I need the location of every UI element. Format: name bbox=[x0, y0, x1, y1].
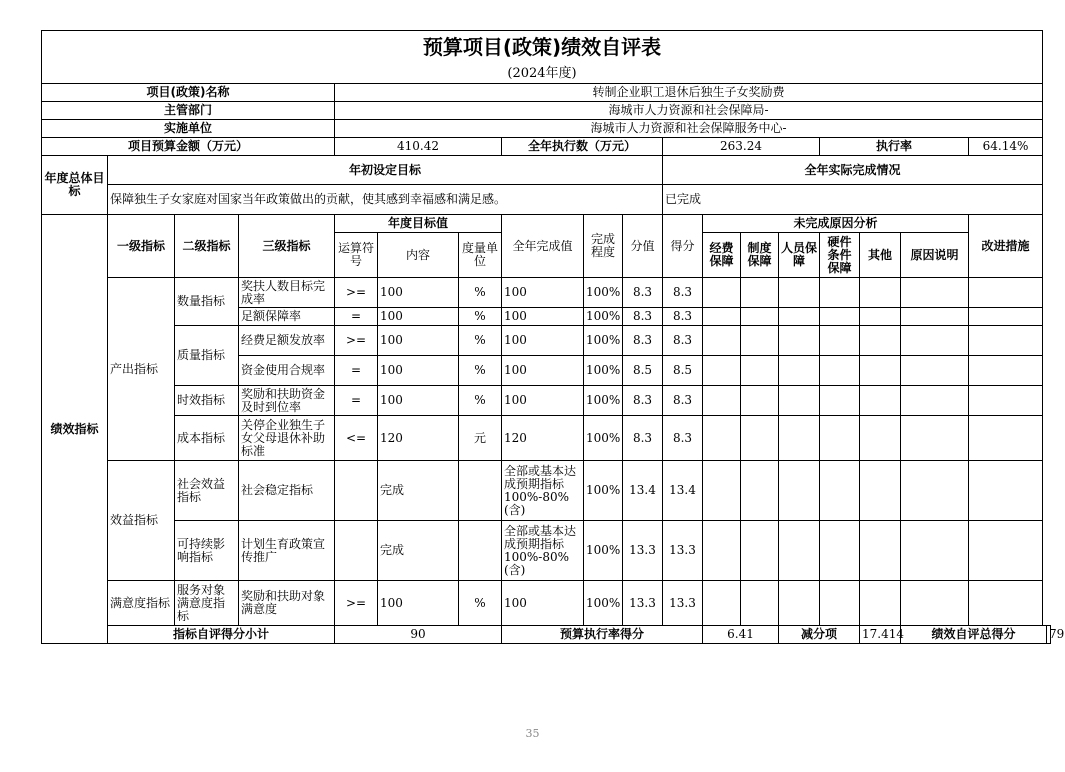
header-reason: 未完成原因分析 bbox=[703, 215, 969, 233]
l1-benefit: 效益指标 bbox=[108, 461, 175, 581]
cell-content: 完成 bbox=[378, 521, 459, 581]
table-row bbox=[42, 461, 1051, 521]
cell-unit: % bbox=[459, 308, 502, 326]
cell-content: 100 bbox=[378, 356, 459, 386]
actual-text: 已完成 bbox=[663, 185, 1043, 215]
cell-unit: % bbox=[459, 581, 502, 626]
cell-score: 8.3 bbox=[623, 416, 663, 461]
l2-time: 时效指标 bbox=[175, 386, 239, 416]
cell-l3: 计划生育政策宣传推广 bbox=[239, 521, 335, 581]
cell-done: 100 bbox=[502, 308, 584, 326]
cell-content: 100 bbox=[378, 326, 459, 356]
cell-done: 全部或基本达成预期指标100%-80%(含) bbox=[502, 461, 584, 521]
header-l3: 三级指标 bbox=[239, 215, 335, 278]
cell-content: 120 bbox=[378, 416, 459, 461]
cell-got: 8.3 bbox=[663, 386, 703, 416]
total-label: 绩效自评总得分 bbox=[901, 626, 1047, 644]
cell-done: 100 bbox=[502, 356, 584, 386]
cell-done: 120 bbox=[502, 416, 584, 461]
unit-value: 海城市人力资源和社会保障服务中心- bbox=[335, 120, 1043, 138]
header-r2: 制度保障 bbox=[741, 233, 779, 278]
cell-done: 100 bbox=[502, 386, 584, 416]
header-got: 得分 bbox=[663, 215, 703, 278]
header-unit: 度量单位 bbox=[459, 233, 502, 278]
table-row bbox=[42, 416, 1051, 461]
cell-op: <= bbox=[335, 416, 378, 461]
exec-value: 263.24 bbox=[663, 138, 820, 156]
budget-label: 项目预算金额（万元） bbox=[42, 138, 335, 156]
l2-social: 社会效益指标 bbox=[175, 461, 239, 521]
header-improve: 改进措施 bbox=[969, 215, 1043, 278]
cell-l3: 资金使用合规率 bbox=[239, 356, 335, 386]
budget-value: 410.42 bbox=[335, 138, 502, 156]
cell-unit bbox=[459, 521, 502, 581]
cell-degree: 100% bbox=[584, 356, 623, 386]
cell-degree: 100% bbox=[584, 461, 623, 521]
cell-unit: 元 bbox=[459, 416, 502, 461]
cell-got: 13.3 bbox=[663, 581, 703, 626]
cell-unit: % bbox=[459, 356, 502, 386]
unit-label: 实施单位 bbox=[42, 120, 335, 138]
cell-score: 8.3 bbox=[623, 308, 663, 326]
actual-head: 全年实际完成情况 bbox=[663, 156, 1043, 185]
cell-degree: 100% bbox=[584, 278, 623, 308]
cell-l3: 关停企业独生子女父母退休补助标准 bbox=[239, 416, 335, 461]
cell-score: 8.3 bbox=[623, 326, 663, 356]
cell-done: 100 bbox=[502, 326, 584, 356]
cell-degree: 100% bbox=[584, 581, 623, 626]
cell-done: 100 bbox=[502, 581, 584, 626]
cell-score: 8.5 bbox=[623, 356, 663, 386]
goal-text: 保障独生子女家庭对国家当年政策做出的贡献，使其感到幸福感和满足感。 bbox=[108, 185, 663, 215]
cell-l3: 奖励和扶助资金及时到位率 bbox=[239, 386, 335, 416]
header-content: 内容 bbox=[378, 233, 459, 278]
l2-quality: 质量指标 bbox=[175, 326, 239, 386]
header-score: 分值 bbox=[623, 215, 663, 278]
deduct-label: 减分项 bbox=[779, 626, 860, 644]
cell-op: >= bbox=[335, 581, 378, 626]
cell-got: 8.3 bbox=[663, 416, 703, 461]
cell-op: >= bbox=[335, 278, 378, 308]
header-target: 年度目标值 bbox=[335, 215, 502, 233]
year-subtitle: (2024年度) bbox=[42, 65, 1043, 84]
table-row bbox=[42, 581, 1051, 626]
page-title: 预算项目(政策)绩效自评表 bbox=[42, 31, 1043, 65]
cell-score: 13.3 bbox=[623, 521, 663, 581]
cell-content: 100 bbox=[378, 278, 459, 308]
rate-label: 执行率 bbox=[820, 138, 969, 156]
total-value: 79 bbox=[1047, 626, 1051, 644]
header-done: 全年完成值 bbox=[502, 215, 584, 278]
cell-l3: 社会稳定指标 bbox=[239, 461, 335, 521]
cell-score: 8.3 bbox=[623, 278, 663, 308]
cell-score: 13.3 bbox=[623, 581, 663, 626]
dept-label: 主管部门 bbox=[42, 102, 335, 120]
cell-content: 100 bbox=[378, 581, 459, 626]
cell-op: = bbox=[335, 386, 378, 416]
cell-unit bbox=[459, 461, 502, 521]
cell-unit: % bbox=[459, 386, 502, 416]
header-op: 运算符号 bbox=[335, 233, 378, 278]
table-row bbox=[42, 521, 1051, 581]
cell-got: 8.3 bbox=[663, 308, 703, 326]
header-r3: 人员保障 bbox=[779, 233, 820, 278]
header-r5: 其他 bbox=[860, 233, 901, 278]
cell-got: 13.4 bbox=[663, 461, 703, 521]
perf-label: 绩效指标 bbox=[42, 215, 108, 644]
cell-got: 8.3 bbox=[663, 278, 703, 308]
cell-got: 8.5 bbox=[663, 356, 703, 386]
dept-value: 海城市人力资源和社会保障局- bbox=[335, 102, 1043, 120]
goal-label: 年度总体目标 bbox=[42, 156, 108, 215]
cell-content: 100 bbox=[378, 386, 459, 416]
cell-degree: 100% bbox=[584, 326, 623, 356]
cell-l3: 奖扶人数目标完成率 bbox=[239, 278, 335, 308]
cell-degree: 100% bbox=[584, 416, 623, 461]
cell-l3: 经费足额发放率 bbox=[239, 326, 335, 356]
cell-score: 8.3 bbox=[623, 386, 663, 416]
project-name-label: 项目(政策)名称 bbox=[42, 84, 335, 102]
table-row bbox=[42, 278, 1051, 308]
summary-row bbox=[42, 626, 1051, 644]
header-l1: 一级指标 bbox=[108, 215, 175, 278]
table-row bbox=[42, 326, 1051, 356]
header-degree: 完成程度 bbox=[584, 215, 623, 278]
cell-op: = bbox=[335, 308, 378, 326]
cell-degree: 100% bbox=[584, 386, 623, 416]
l2-cost: 成本指标 bbox=[175, 416, 239, 461]
header-l2: 二级指标 bbox=[175, 215, 239, 278]
cell-content: 100 bbox=[378, 308, 459, 326]
cell-got: 8.3 bbox=[663, 326, 703, 356]
cell-l3: 足额保障率 bbox=[239, 308, 335, 326]
cell-degree: 100% bbox=[584, 521, 623, 581]
subtotal-value: 90 bbox=[335, 626, 502, 644]
budget-score-value: 6.41 bbox=[703, 626, 779, 644]
rate-value: 64.14% bbox=[969, 138, 1043, 156]
l1-output: 产出指标 bbox=[108, 278, 175, 461]
cell-l3: 奖励和扶助对象满意度 bbox=[239, 581, 335, 626]
cell-op: >= bbox=[335, 326, 378, 356]
l2-sustain: 可持续影响指标 bbox=[175, 521, 239, 581]
cell-unit: % bbox=[459, 326, 502, 356]
cell-done: 全部或基本达成预期指标100%-80%(含) bbox=[502, 521, 584, 581]
l2-service: 服务对象满意度指标 bbox=[175, 581, 239, 626]
cell-unit: % bbox=[459, 278, 502, 308]
cell-degree: 100% bbox=[584, 308, 623, 326]
cell-op: = bbox=[335, 356, 378, 386]
cell-op bbox=[335, 461, 378, 521]
header-r4: 硬件条件保障 bbox=[820, 233, 860, 278]
page-number: 35 bbox=[525, 727, 540, 740]
header-r1: 经费保障 bbox=[703, 233, 741, 278]
exec-label: 全年执行数（万元） bbox=[502, 138, 663, 156]
header-r6: 原因说明 bbox=[901, 233, 969, 278]
subtotal-label: 指标自评得分小计 bbox=[108, 626, 335, 644]
cell-content: 完成 bbox=[378, 461, 459, 521]
cell-got: 13.3 bbox=[663, 521, 703, 581]
budget-score-label: 预算执行率得分 bbox=[502, 626, 703, 644]
project-name-value: 转制企业职工退休后独生子女奖励费 bbox=[335, 84, 1043, 102]
goal-head: 年初设定目标 bbox=[108, 156, 663, 185]
cell-score: 13.4 bbox=[623, 461, 663, 521]
cell-done: 100 bbox=[502, 278, 584, 308]
deduct-value: 17.414 bbox=[860, 626, 901, 644]
l1-satisfaction: 满意度指标 bbox=[108, 581, 175, 626]
cell-op bbox=[335, 521, 378, 581]
table-row bbox=[42, 386, 1051, 416]
l2-quantity: 数量指标 bbox=[175, 278, 239, 326]
self-evaluation-table bbox=[41, 30, 1065, 644]
